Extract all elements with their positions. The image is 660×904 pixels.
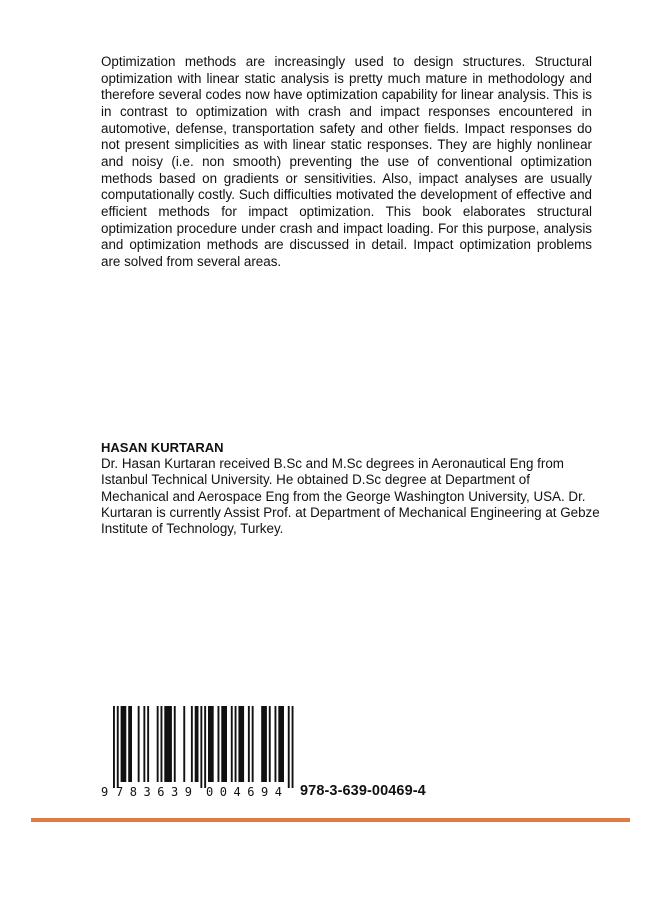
barcode-right-digits: 004694	[206, 785, 282, 799]
book-blurb: Optimization methods are increasingly used to design structures. Structural optimization with linear static analysis is pretty much mature in methodology and therefore several codes now have optimization capability for linear analysis. This is in contrast to optimization with crash and impact responses encountered in automotive, defense, transportation safety and other fields. Impact responses do not present simplicities as with linear static responses. They are highly nonlinear and noisy (i.e. non smooth) preventing the use of conventional optimization methods based on gradients or sensitivities. Also, impact analyses are usually computationally costly. Such difficulties motivated the development of effective and efficient methods for impact optimization. This book elaborates structural optimization procedure under crash and impact loading. For this purpose, analysis and optimization methods are discussed in detail. Impact optimization problems are solved from several areas.	[101, 54, 592, 269]
barcode-bar	[221, 706, 227, 782]
barcode-bar	[157, 706, 159, 782]
isbn-number: 978-3-639-00469-4	[300, 783, 426, 799]
barcode-bar	[275, 706, 277, 782]
barcode-bar	[138, 706, 140, 782]
barcode-bar	[204, 706, 206, 788]
barcode-bar	[164, 706, 172, 782]
barcode-bar	[128, 706, 132, 782]
barcode-bar	[147, 706, 149, 782]
barcode-bar	[121, 706, 127, 782]
barcode-bar	[235, 706, 237, 782]
author-section	[101, 440, 601, 537]
barcode-bar	[161, 706, 163, 782]
barcode-bar	[252, 706, 254, 782]
isbn-barcode	[100, 700, 300, 800]
barcode-bar	[278, 706, 284, 782]
barcode-bar	[208, 706, 214, 782]
barcode-bar	[269, 706, 271, 782]
barcode-bar	[238, 706, 244, 782]
barcode-bar	[117, 706, 119, 788]
barcode-bar	[191, 706, 193, 782]
barcode-graphic	[100, 700, 300, 800]
barcode-bar	[113, 706, 115, 788]
barcode-bar	[200, 706, 202, 788]
barcode-bar	[143, 706, 145, 782]
barcode-bar	[288, 706, 290, 788]
barcode-bar	[231, 706, 233, 782]
barcode-bar	[174, 706, 176, 782]
footer-rule	[31, 818, 630, 822]
barcode-left-digits: 783639	[116, 785, 192, 799]
author-bio: Dr. Hasan Kurtaran received B.Sc and M.Sc degrees in Aeronautical Eng from Istanbul Technical University. He obtained D.Sc degree at Department of Mechanical and Aerospace Eng from the George Washington University, USA. Dr. Kurtaran is currently Assist Prof. at Department of Mechanical Engineering at Gebze Institute of Technology, Turkey.	[101, 456, 600, 537]
barcode-bar	[218, 706, 220, 782]
author-name: HASAN KURTARAN	[101, 440, 224, 455]
barcode-bar	[261, 706, 267, 782]
barcode-bar	[183, 706, 185, 782]
barcode-bar	[195, 706, 199, 782]
barcode-first-digit: 9	[101, 785, 109, 799]
barcode-bar	[292, 706, 294, 788]
barcode-bar	[248, 706, 250, 782]
